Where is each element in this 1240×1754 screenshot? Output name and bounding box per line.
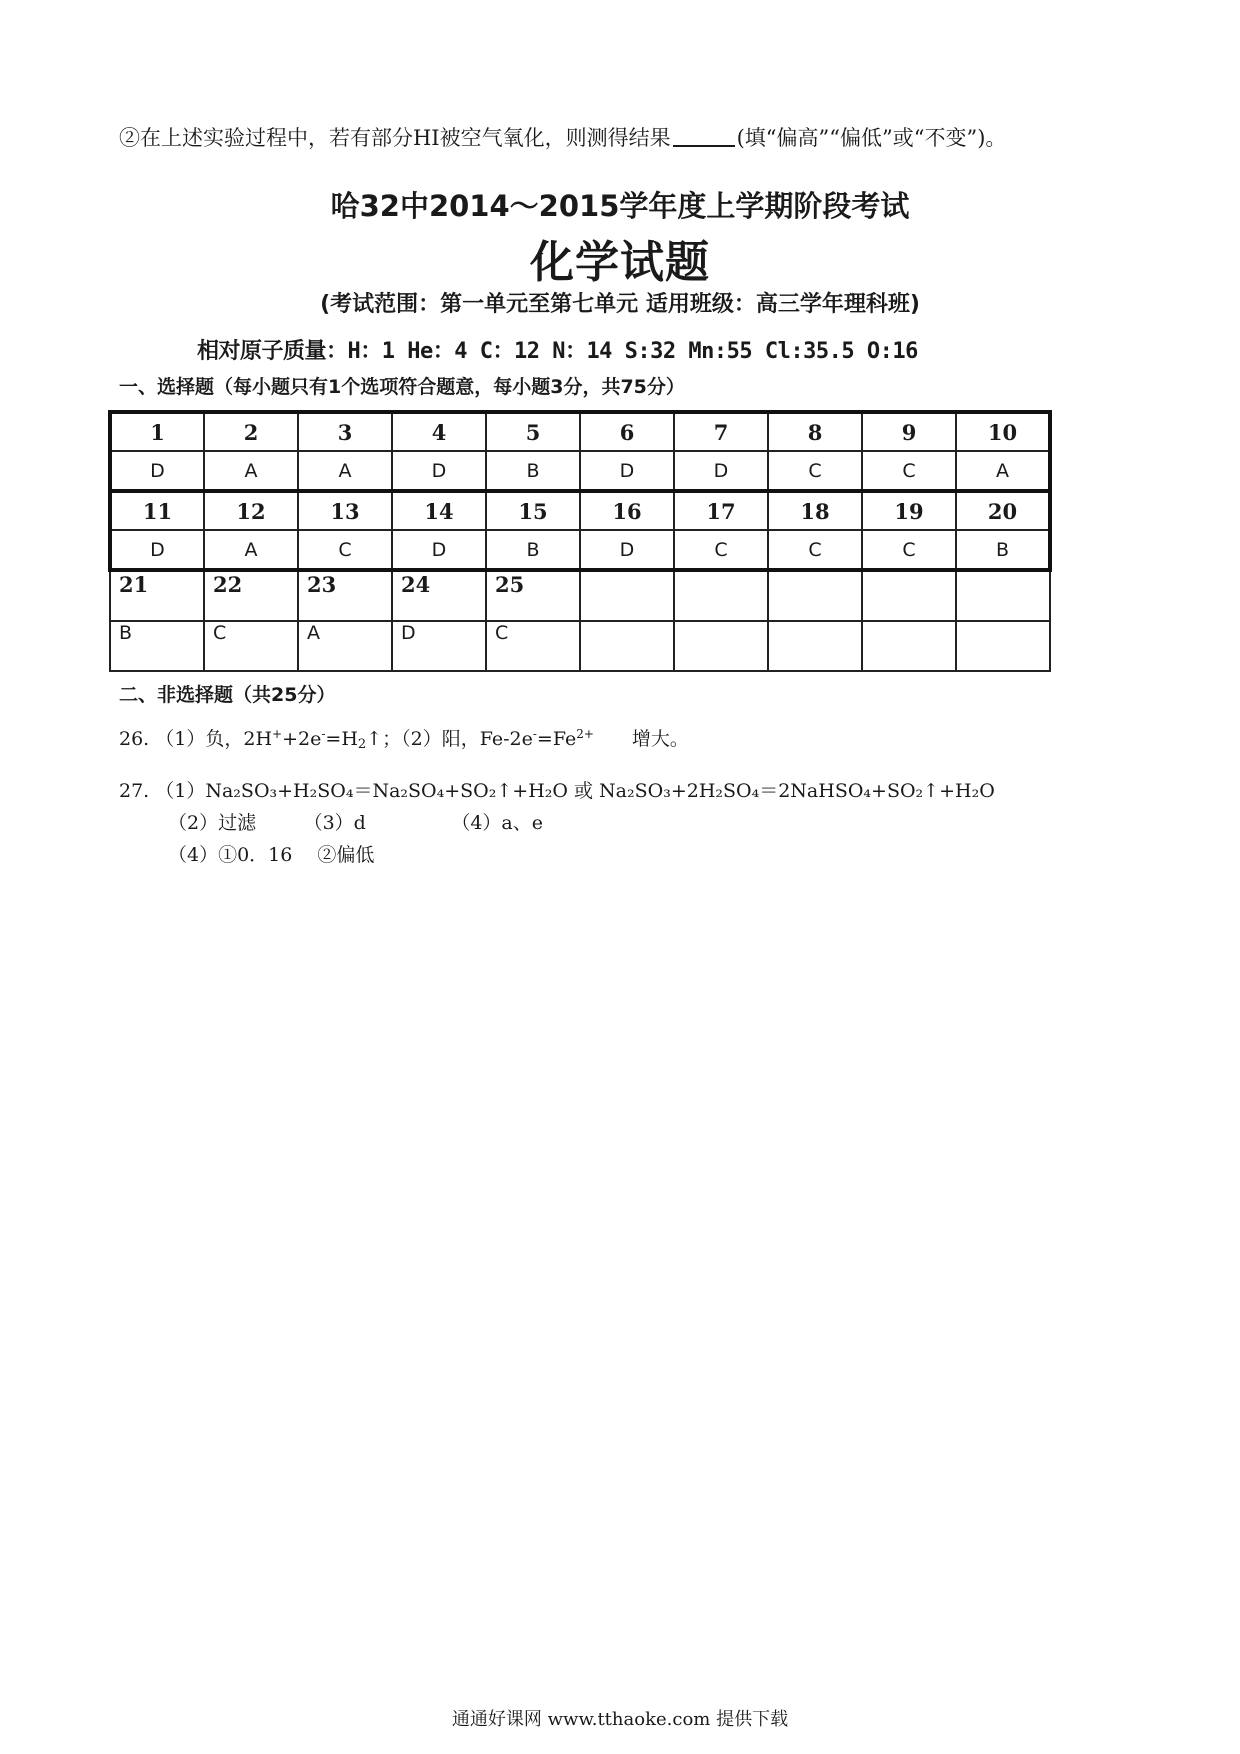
question-number: 12 [204,491,298,530]
table-row [110,412,1050,451]
empty-cell [580,621,674,671]
answer-text: 增大。 [593,728,689,750]
answer-text: +2e [282,728,322,750]
question-number: 22 [204,570,298,621]
answer-text: =H [325,728,358,750]
answer-letter: A [298,621,392,671]
top-question-text: ②在上述实验过程中，若有部分HI被空气氧化，则测得结果 [119,126,671,150]
question-number: 3 [298,412,392,451]
table-row [110,491,1050,530]
subscript: 2 [357,737,367,752]
top-question-line [119,122,1006,152]
answer-letter: B [486,530,580,570]
question-number: 1 [110,412,204,451]
question-num: 26. [119,728,150,750]
section1-heading: 一、选择题（每小题只有1个选项符合题意，每小题3分，共75分） [119,376,685,398]
question-number: 17 [674,491,768,530]
empty-cell [768,621,862,671]
answer-letter: A [204,451,298,491]
question-number: 25 [486,570,580,621]
empty-cell [862,570,956,621]
footer-text: 通通好课网 www.tthaoke.com 提供下载 [451,1709,789,1730]
answer-letter: C [674,530,768,570]
answer-letter: C [768,451,862,491]
table-row [110,530,1050,570]
answer-letter: D [580,530,674,570]
question-number: 23 [298,570,392,621]
question-number: 18 [768,491,862,530]
answer-27-line3: （4）①0．16 ②偏低 [168,844,375,866]
empty-cell [768,570,862,621]
table-row [110,570,1050,621]
answer-letter: D [110,451,204,491]
superscript: + [272,727,283,741]
question-number: 11 [110,491,204,530]
superscript: - [532,727,537,741]
subject-title: 化学试题 [530,237,710,288]
answer-letter: C [298,530,392,570]
question-num: 27. [119,780,150,802]
question-number: 5 [486,412,580,451]
answer-letter: D [580,451,674,491]
question-number: 14 [392,491,486,530]
question-number: 6 [580,412,674,451]
answer-letter: D [392,621,486,671]
answer-letter: B [486,451,580,491]
answer-letter: A [956,451,1050,491]
empty-cell [956,570,1050,621]
question-number: 10 [956,412,1050,451]
empty-cell [956,621,1050,671]
table-row [110,621,1050,671]
question-number: 2 [204,412,298,451]
answer-letter: B [110,621,204,671]
answer-text: （1）Na₂SO₃+H₂SO₄＝Na₂SO₄+SO₂↑+H₂O 或 Na₂SO₃+2H₂SO₄＝2NaHSO₄+SO₂↑+H₂O [155,780,995,802]
answer-letter: D [392,451,486,491]
answer-letter: A [298,451,392,491]
answer-27-line2: （2）过滤 （3）d （4）a、e [168,812,544,834]
answer-letter: D [392,530,486,570]
superscript: - [321,727,326,741]
answer-letter: A [204,530,298,570]
exam-title: 哈32中2014～2015学年度上学期阶段考试 [330,189,910,223]
top-question-hint: (填“偏高”“偏低”或“不变”)。 [736,126,1007,150]
answer-26 [119,724,689,752]
question-number: 8 [768,412,862,451]
question-number: 9 [862,412,956,451]
answer-table [108,410,1052,672]
question-number: 15 [486,491,580,530]
empty-cell [674,570,768,621]
empty-cell [674,621,768,671]
empty-cell [580,570,674,621]
question-number: 20 [956,491,1050,530]
empty-cell [862,621,956,671]
answer-letter: B [956,530,1050,570]
answer-27 [119,776,995,803]
answer-blank [673,145,735,147]
answer-text: ↑；（2）阳，Fe-2e [366,728,533,750]
question-number: 4 [392,412,486,451]
answer-letter: D [674,451,768,491]
answer-text: （1）负，2H [155,728,273,750]
question-number: 16 [580,491,674,530]
question-number: 7 [674,412,768,451]
superscript: 2+ [576,727,594,741]
atomic-masses: 相对原子质量：H：1 He：4 C：12 N：14 S:32 Mn:55 Cl:35.5 O:16 [197,339,918,364]
answer-letter: C [862,451,956,491]
question-number: 24 [392,570,486,621]
answer-letter: C [862,530,956,570]
question-number: 13 [298,491,392,530]
answer-letter: D [110,530,204,570]
question-number: 19 [862,491,956,530]
answer-text: =Fe [536,728,577,750]
table-row [110,451,1050,491]
answer-letter: C [486,621,580,671]
answer-letter: C [204,621,298,671]
answer-letter: C [768,530,862,570]
section2-heading: 二、非选择题（共25分） [119,684,336,706]
exam-scope: (考试范围：第一单元至第七单元 适用班级：高三学年理科班) [320,292,920,317]
question-number: 21 [110,570,204,621]
